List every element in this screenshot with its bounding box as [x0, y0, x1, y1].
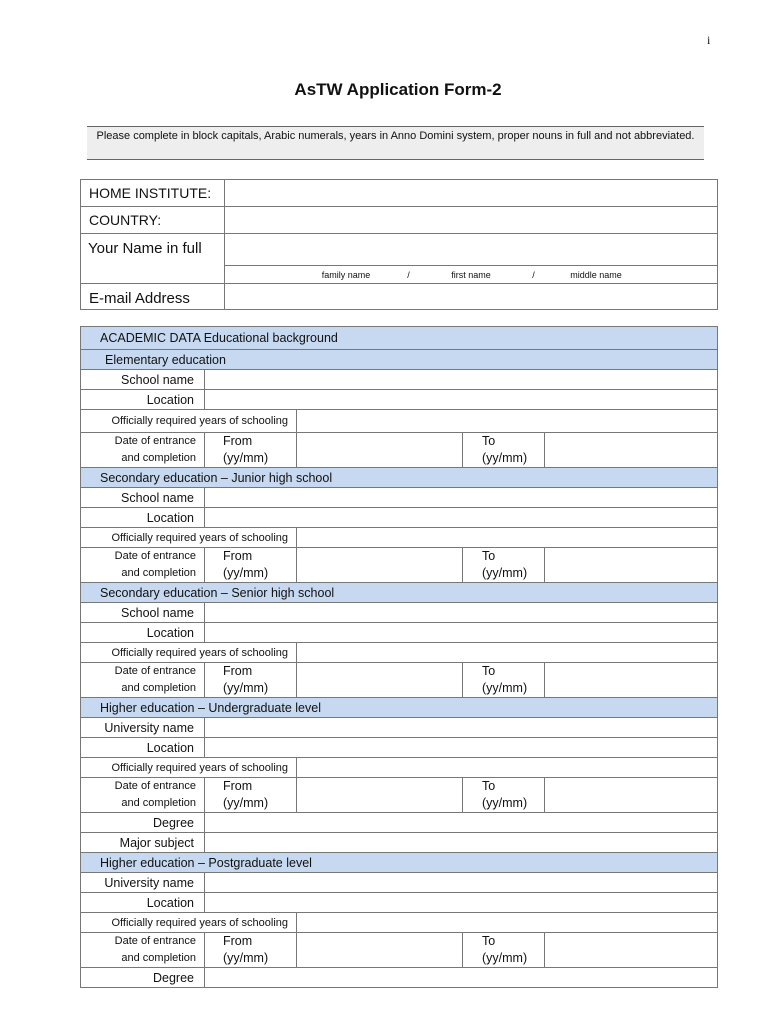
location-label: Location [81, 508, 205, 528]
undergrad-university-name-field[interactable] [205, 718, 718, 738]
years-label: Officially required years of schooling [81, 913, 297, 933]
academic-data-table [80, 326, 718, 988]
form-title: AsTW Application Form-2 [294, 80, 502, 99]
page-number: i [707, 33, 711, 47]
academic-header: ACADEMIC DATA Educational background [81, 327, 718, 350]
date-label: Date of entrance and completion [81, 433, 205, 468]
years-label: Officially required years of schooling [81, 410, 297, 433]
school-name-label: School name [81, 488, 205, 508]
date-label: Date of entrance and completion [81, 778, 205, 813]
to-label: To (yy/mm) [463, 663, 545, 698]
senior-years-field[interactable] [297, 643, 718, 663]
name-field[interactable] [225, 234, 718, 266]
junior-from-field[interactable] [297, 548, 463, 583]
country-field[interactable] [225, 207, 718, 234]
university-name-label: University name [81, 873, 205, 893]
email-label: E-mail Address [81, 284, 225, 310]
from-label: From (yy/mm) [205, 663, 297, 698]
postgrad-from-field[interactable] [297, 933, 463, 968]
school-name-label: School name [81, 370, 205, 390]
location-label: Location [81, 623, 205, 643]
from-label: From (yy/mm) [205, 778, 297, 813]
elementary-school-name-field[interactable] [205, 370, 718, 390]
from-label: From (yy/mm) [205, 433, 297, 468]
senior-school-name-field[interactable] [205, 603, 718, 623]
postgrad-to-field[interactable] [545, 933, 718, 968]
years-label: Officially required years of schooling [81, 643, 297, 663]
date-label: Date of entrance and completion [81, 663, 205, 698]
senior-to-field[interactable] [545, 663, 718, 698]
first-name-label: first name [451, 269, 491, 280]
from-label: From (yy/mm) [205, 933, 297, 968]
elementary-to-field[interactable] [545, 433, 718, 468]
location-label: Location [81, 390, 205, 410]
to-label: To (yy/mm) [463, 778, 545, 813]
junior-location-field[interactable] [205, 508, 718, 528]
school-name-label: School name [81, 603, 205, 623]
family-name-label: family name [321, 269, 371, 280]
date-label: Date of entrance and completion [81, 933, 205, 968]
major-subject-label: Major subject [81, 833, 205, 853]
personal-info-table [80, 179, 718, 310]
location-label: Location [81, 738, 205, 758]
junior-school-name-field[interactable] [205, 488, 718, 508]
email-field[interactable] [225, 284, 718, 310]
section-senior-high: Secondary education – Senior high school [81, 583, 718, 603]
undergrad-degree-field[interactable] [205, 813, 718, 833]
instructions-box: Please complete in block capitals, Arabic numerals, years in Anno Domini system, proper nouns in full and not abbreviated. [87, 126, 704, 160]
years-label: Officially required years of schooling [81, 528, 297, 548]
undergrad-location-field[interactable] [205, 738, 718, 758]
country-label: COUNTRY: [81, 207, 225, 234]
from-label: From (yy/mm) [205, 548, 297, 583]
undergrad-years-field[interactable] [297, 758, 718, 778]
undergrad-from-field[interactable] [297, 778, 463, 813]
undergrad-major-field[interactable] [205, 833, 718, 853]
senior-location-field[interactable] [205, 623, 718, 643]
slash-label: / [532, 269, 535, 280]
to-label: To (yy/mm) [463, 548, 545, 583]
degree-label: Degree [81, 813, 205, 833]
section-elementary: Elementary education [81, 350, 718, 370]
to-label: To (yy/mm) [463, 933, 545, 968]
elementary-from-field[interactable] [297, 433, 463, 468]
junior-to-field[interactable] [545, 548, 718, 583]
postgrad-degree-field[interactable] [205, 968, 718, 988]
elementary-location-field[interactable] [205, 390, 718, 410]
junior-years-field[interactable] [297, 528, 718, 548]
university-name-label: University name [81, 718, 205, 738]
to-label: To (yy/mm) [463, 433, 545, 468]
home-institute-label: HOME INSTITUTE: [81, 180, 225, 207]
slash-label: / [407, 269, 410, 280]
postgrad-location-field[interactable] [205, 893, 718, 913]
middle-name-label: middle name [570, 269, 622, 280]
elementary-years-field[interactable] [297, 410, 718, 433]
home-institute-field[interactable] [225, 180, 718, 207]
location-label: Location [81, 893, 205, 913]
degree-label: Degree [81, 968, 205, 988]
undergrad-to-field[interactable] [545, 778, 718, 813]
section-junior-high: Secondary education – Junior high school [81, 468, 718, 488]
years-label: Officially required years of schooling [81, 758, 297, 778]
date-label: Date of entrance and completion [81, 548, 205, 583]
section-undergraduate: Higher education – Undergraduate level [81, 698, 718, 718]
section-postgraduate: Higher education – Postgraduate level [81, 853, 718, 873]
name-subfield-labels [225, 266, 718, 284]
postgrad-university-name-field[interactable] [205, 873, 718, 893]
postgrad-years-field[interactable] [297, 913, 718, 933]
senior-from-field[interactable] [297, 663, 463, 698]
name-label: Your Name in full [81, 234, 225, 284]
